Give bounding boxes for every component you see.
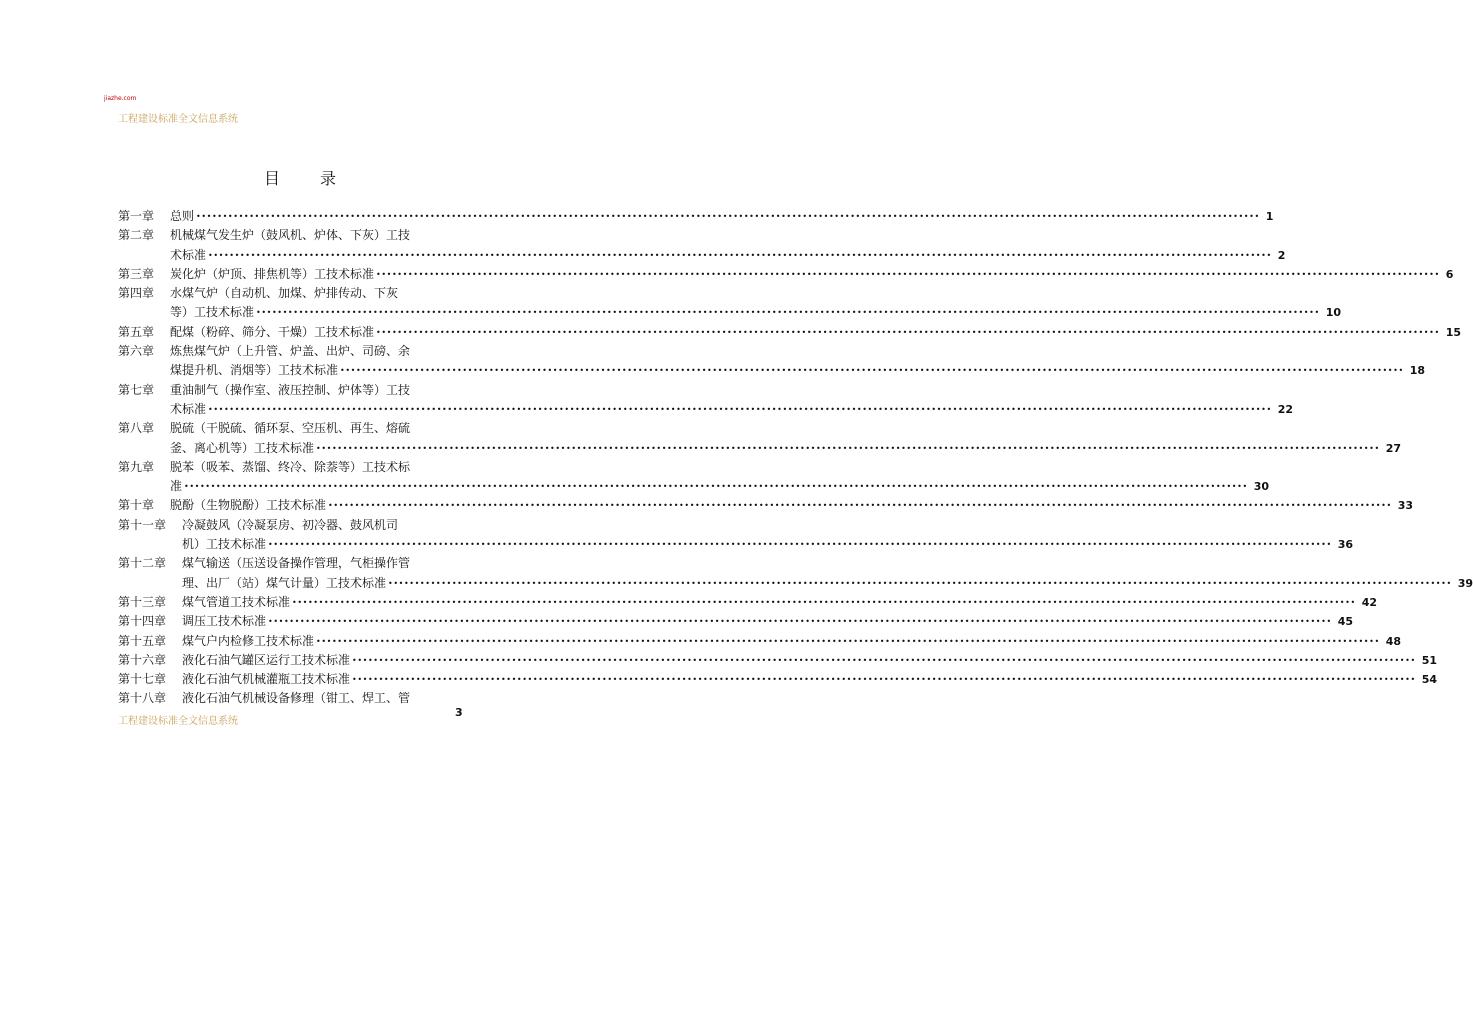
toc-entry[interactable] bbox=[118, 516, 1354, 555]
toc-entry[interactable] bbox=[118, 651, 1438, 670]
chapter-label: 第十三章 bbox=[118, 594, 167, 609]
entry-title-line: 术标准 bbox=[170, 247, 207, 262]
chapter-label: 第十八章 bbox=[118, 691, 167, 706]
entry-page-number: 18 bbox=[1409, 364, 1426, 378]
entry-title-line: 炼焦煤气炉（上升管、炉盖、出炉、司磅、余 bbox=[170, 344, 411, 359]
entry-page-number: 10 bbox=[1325, 306, 1342, 320]
chapter-label: 第一章 bbox=[118, 209, 155, 223]
chapter-label: 第十四章 bbox=[118, 614, 167, 629]
dot-leader: •••••••••••••••••••••••••••••••••••••••••••••••••••••••••••••••••••••••••••••••••••••••••••••••••••••••••••••••••••••••••••••••••••••••••••••••••••••••••••••••••••••••••••••••••••••••••••••••••••••••• bbox=[268, 617, 1332, 627]
toc-entry[interactable] bbox=[118, 207, 1274, 226]
chapter-label: 第八章 bbox=[118, 421, 155, 436]
entry-title-line: 煤气输送（压送设备操作管理，气柜操作管 bbox=[182, 556, 411, 571]
toc-entry[interactable] bbox=[118, 458, 1270, 497]
entry-title-line: 冷凝鼓风（冷凝泵房、初冷器、鼓风机司 bbox=[182, 517, 399, 532]
dot-leader: •••••••••••••••••••••••••••••••••••••••••••••••••••••••••••••••••••••••••••••••••••••••••••••••••••••••••••••••••••••••••••••••••••••••••••••••••••••••••••••••••••••••••••••••••••••••••••••••••••••••• bbox=[292, 597, 1356, 607]
entry-title-line: 煤气管道工技术标准 bbox=[182, 594, 291, 609]
entry-title-line: 配煤（粉碎、筛分、干燥）工技术标准 bbox=[170, 324, 375, 339]
entry-page-number: 42 bbox=[1361, 595, 1378, 609]
chapter-label: 第六章 bbox=[118, 344, 155, 359]
dot-leader: •••••••••••••••••••••••••••••••••••••••••••••••••••••••••••••••••••••••••••••••••••••••••••••••••••••••••••••••••••••••••••••••••••••••••••••••••••••••••••••••••••••••••••••••••••••••••••••••••••••••• bbox=[184, 482, 1248, 492]
toc-entry[interactable] bbox=[118, 632, 1402, 651]
entry-page-number: 22 bbox=[1277, 402, 1294, 416]
table-of-contents bbox=[118, 207, 1473, 709]
toc-entry[interactable] bbox=[118, 419, 1402, 458]
entry-title-line: 煤气户内检修工技术标准 bbox=[182, 633, 315, 648]
entry-title-line: 煤提升机、消烟等）工技术标准 bbox=[170, 363, 339, 378]
dot-leader: •••••••••••••••••••••••••••••••••••••••••••••••••••••••••••••••••••••••••••••••••••••••••••••••••••••••••••••••••••••••••••••••••••••••••••••••••••••••••••••••••••••••••••••••••••••••••••••••••••••••• bbox=[256, 308, 1320, 318]
entry-title-line: 机）工技术标准 bbox=[182, 537, 267, 552]
dot-leader: •••••••••••••••••••••••••••••••••••••••••••••••••••••••••••••••••••••••••••••••••••••••••••••••••••••••••••••••••••••••••••••••••••••••••••••••••••••••••••••••••••••••••••••••••••••••••••••••••••••••• bbox=[268, 540, 1332, 550]
chapter-label: 第三章 bbox=[118, 266, 155, 281]
dot-leader: •••••••••••••••••••••••••••••••••••••••••••••••••••••••••••••••••••••••••••••••••••••••••••••••••••••••••••••••••••••••••••••••••••••••••••••••••••••••••••••••••••••••••••••••••••••••••••••••••••••••• bbox=[316, 636, 1380, 646]
entry-page-number: 39 bbox=[1457, 576, 1473, 590]
chapter-label: 第七章 bbox=[118, 382, 155, 397]
entry-title-line: 术标准 bbox=[170, 401, 207, 416]
chapter-label: 第十六章 bbox=[118, 652, 167, 667]
entry-page-number: 15 bbox=[1445, 325, 1462, 339]
entry-title-line: 水煤气炉（自动机、加煤、炉排传动、下灰 bbox=[170, 286, 399, 301]
toc-entry[interactable] bbox=[118, 265, 1454, 284]
entry-page-number: 51 bbox=[1421, 653, 1438, 667]
chapter-label: 第四章 bbox=[118, 286, 155, 301]
chapter-label: 第十五章 bbox=[118, 633, 167, 648]
dot-leader: •••••••••••••••••••••••••••••••••••••••••••••••••••••••••••••••••••••••••••••••••••••••••••••••••••••••••••••••••••••••••••••••••••••••••••••••••••••••••••••••••••••••••••••••••••••••••••••••••••••••• bbox=[316, 443, 1380, 453]
watermark-bottom: 工程建设标准全文信息系统 bbox=[118, 716, 238, 727]
chapter-label: 第十七章 bbox=[118, 672, 167, 687]
chapter-label: 第九章 bbox=[118, 459, 155, 474]
toc-entry[interactable] bbox=[118, 670, 1438, 689]
site-url: jiazhe.com bbox=[104, 95, 137, 102]
dot-leader: •••••••••••••••••••••••••••••••••••••••••••••••••••••••••••••••••••••••••••••••••••••••••••••••••••••••••••••••••••••••••••••••••••••••••••••••••••••••••••••••••••••••••••••••••••••••••••••••••••••••• bbox=[388, 578, 1452, 588]
entry-page-number: 36 bbox=[1337, 538, 1354, 552]
toc-entry[interactable] bbox=[118, 284, 1342, 323]
entry-page-number: 6 bbox=[1445, 267, 1454, 281]
dot-leader: •••••••••••••••••••••••••••••••••••••••••••••••••••••••••••••••••••••••••••••••••••••••••••••••••••••••••••••••••••••••••••••••••••••••••••••••••••••••••••••••••••••••••••••••••••••••••••••••••••••••• bbox=[208, 404, 1272, 414]
entry-title-line: 脱苯（吸苯、蒸馏、终冷、除萘等）工技术标 bbox=[170, 459, 411, 474]
toc-title bbox=[264, 166, 336, 189]
entry-page-number: 33 bbox=[1397, 499, 1414, 513]
entry-title-line: 理、出厂（站）煤气计量）工技术标准 bbox=[182, 575, 387, 590]
dot-leader: •••••••••••••••••••••••••••••••••••••••••••••••••••••••••••••••••••••••••••••••••••••••••••••••••••••••••••••••••••••••••••••••••••••••••••••••••••••••••••••••••••••••••••••••••••••••••••••••••••••••• bbox=[196, 212, 1260, 221]
entry-page-number: 30 bbox=[1253, 480, 1270, 494]
toc-entry[interactable] bbox=[118, 381, 1294, 420]
toc-entry[interactable] bbox=[118, 554, 1473, 593]
title-char-1: 目 bbox=[264, 169, 281, 188]
dot-leader: •••••••••••••••••••••••••••••••••••••••••••••••••••••••••••••••••••••••••••••••••••••••••••••••••••••••••••••••••••••••••••••••••••••••••••••••••••••••••••••••••••••••••••••••••••••••••••••••••••••••• bbox=[376, 269, 1440, 279]
dot-leader: •••••••••••••••••••••••••••••••••••••••••••••••••••••••••••••••••••••••••••••••••••••••••••••••••••••••••••••••••••••••••••••••••••••••••••••••••••••••••••••••••••••••••••••••••••••••••••••••••••••••• bbox=[352, 655, 1416, 665]
entry-page-number: 48 bbox=[1385, 634, 1402, 648]
dot-leader: •••••••••••••••••••••••••••••••••••••••••••••••••••••••••••••••••••••••••••••••••••••••••••••••••••••••••••••••••••••••••••••••••••••••••••••••••••••••••••••••••••••••••••••••••••••••••••••••••••••••• bbox=[340, 366, 1404, 376]
toc-entry[interactable] bbox=[118, 689, 476, 708]
toc-entry[interactable] bbox=[118, 593, 1378, 612]
chapter-label: 第二章 bbox=[118, 228, 155, 243]
toc-entry[interactable] bbox=[118, 342, 1426, 381]
entry-title-line: 总则 bbox=[170, 209, 195, 223]
entry-title-line: 液化石油气机械设备修理（钳工、焊工、管 bbox=[182, 691, 411, 706]
entry-title-line: 脱硫（干脱硫、循环泵、空压机、再生、熔硫 bbox=[170, 421, 411, 436]
toc-entry[interactable] bbox=[118, 323, 1462, 342]
entry-title-line: 机械煤气发生炉（鼓风机、炉体、下灰）工技 bbox=[170, 228, 411, 243]
chapter-label: 第十一章 bbox=[118, 517, 167, 532]
dot-leader: •••••••••••••••••••••••••••••••••••••••••••••••••••••••••••••••••••••••••••••••••••••••••••••••••••••••••••••••••••••••••••••••••••••••••••••••••••••••••••••••••••••••••••••••••••••••••••••••••••••••• bbox=[328, 501, 1392, 511]
toc-entry[interactable] bbox=[118, 496, 1414, 515]
entry-title-line: 脱酚（生物脱酚）工技术标准 bbox=[170, 498, 327, 513]
chapter-label: 第十章 bbox=[118, 498, 155, 513]
entry-page-number: 27 bbox=[1385, 441, 1402, 455]
entry-title-line: 炭化炉（炉顶、排焦机等）工技术标准 bbox=[170, 266, 375, 281]
title-char-2: 录 bbox=[320, 169, 337, 188]
page-number: 3 bbox=[455, 706, 463, 719]
dot-leader: •••••••••••••••••••••••••••••••••••••••••••••••••••••••••••••••••••••••••••••••••••••••••••••••••••••••••••••••••••••••••••••••••••••••••••••••••••••••••••••••••••••••••••••••••••••••••••••••••••••••• bbox=[352, 675, 1416, 685]
chapter-label: 第五章 bbox=[118, 324, 155, 339]
entry-page-number: 54 bbox=[1421, 673, 1438, 687]
toc-entry[interactable] bbox=[118, 612, 1354, 631]
dot-leader: •••••••••••••••••••••••••••••••••••••••••••••••••••••••••••••••••••••••••••••••••••••••••••••••••••••••••••••••••••••••••••••••••••••••••••••••••••••••••••••••••••••••••••••••••••••••••••••••••••••••• bbox=[208, 250, 1272, 260]
watermark-top: 工程建设标准全文信息系统 bbox=[118, 114, 238, 125]
entry-page-number: 1 bbox=[1265, 210, 1274, 223]
dot-leader: •••••••••••••••••••••••••••••••••••••••••••••••••••••••••••••••••••••••••••••••••••••••••••••••••••••••••••••••••••••••••••••••••••••••••••••••••••••••••••••••••••••••••••••••••••••••••••••••••••••••• bbox=[376, 327, 1440, 337]
entry-title-line: 釜、离心机等）工技术标准 bbox=[170, 440, 315, 455]
entry-title-line: 调压工技术标准 bbox=[182, 614, 267, 629]
chapter-label: 第十二章 bbox=[118, 556, 167, 571]
entry-page-number: 45 bbox=[1337, 615, 1354, 629]
entry-page-number: 2 bbox=[1277, 248, 1286, 262]
entry-title-line: 等）工技术标准 bbox=[170, 305, 255, 320]
entry-title-line: 液化石油气罐区运行工技术标准 bbox=[182, 652, 351, 667]
entry-title-line: 液化石油气机械灌瓶工技术标准 bbox=[182, 672, 351, 687]
entry-title-line: 准 bbox=[170, 479, 183, 494]
toc-entry[interactable] bbox=[118, 226, 1286, 265]
entry-title-line: 重油制气（操作室、液压控制、炉体等）工技 bbox=[170, 382, 411, 397]
